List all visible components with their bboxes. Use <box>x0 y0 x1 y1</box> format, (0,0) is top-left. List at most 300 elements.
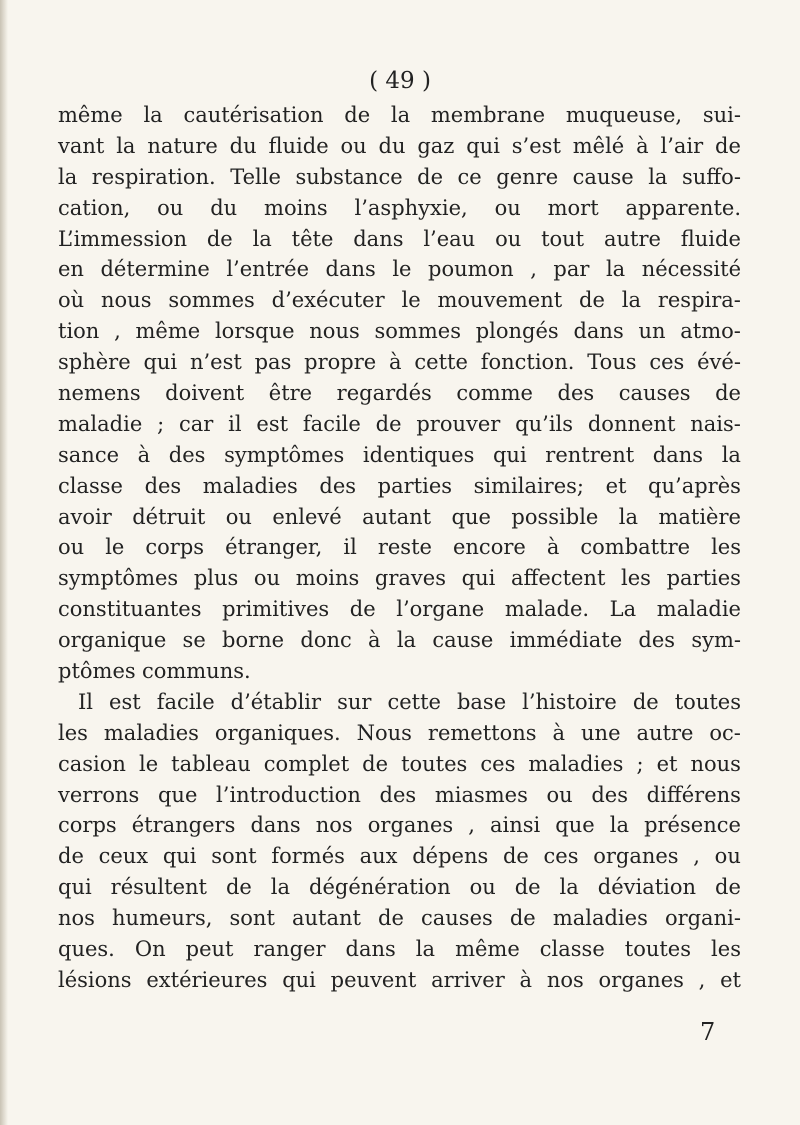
word: prouver <box>416 411 501 436</box>
word: nature <box>147 133 218 158</box>
word: la <box>609 813 630 838</box>
word: casion <box>58 751 126 776</box>
word: donc <box>300 628 352 653</box>
word: un <box>638 319 666 344</box>
word: ou <box>494 195 521 220</box>
word: d’exécuter <box>271 288 385 313</box>
word: détermine <box>100 257 210 282</box>
word: est <box>109 689 141 714</box>
word: la <box>390 103 411 127</box>
word: causes <box>420 906 493 931</box>
word: l’organe <box>396 597 485 622</box>
word: maladies <box>202 473 298 498</box>
word: détruit <box>132 504 206 529</box>
word: de <box>206 226 233 251</box>
word: que <box>555 813 595 838</box>
word: toutes <box>674 689 741 714</box>
text-line <box>58 780 741 811</box>
word: les <box>621 566 651 591</box>
word: Tous <box>587 350 637 375</box>
word: extérieures <box>146 967 268 992</box>
word: résultent <box>110 875 207 900</box>
word: tête <box>291 226 334 251</box>
text-line <box>58 687 741 718</box>
word: et <box>605 473 627 498</box>
word: de <box>715 381 741 406</box>
word: nécessité <box>641 257 741 282</box>
text-line <box>58 594 741 625</box>
word: différens <box>646 782 741 807</box>
word: similaires; <box>473 473 585 498</box>
word: n’est <box>189 350 242 375</box>
word: pas <box>254 350 292 375</box>
word: dans <box>250 813 301 838</box>
word: nous <box>690 751 741 776</box>
word: qui <box>492 442 527 467</box>
word: de <box>58 844 84 869</box>
word: de <box>344 103 371 127</box>
word: maladies <box>528 751 624 776</box>
word: lésions <box>58 967 132 992</box>
word: qu’ils <box>515 411 574 436</box>
word: où <box>58 288 85 313</box>
word: formés <box>271 844 345 869</box>
word: à <box>389 350 402 375</box>
word: vant <box>58 133 105 158</box>
word: muqueuse, <box>565 103 683 127</box>
word: nais- <box>690 411 741 436</box>
word: corps <box>58 813 117 838</box>
word: parties <box>377 473 453 498</box>
word: de <box>417 164 444 189</box>
word: à <box>546 535 560 560</box>
word: organes <box>367 813 454 838</box>
word: mêlé <box>572 133 625 158</box>
word: à <box>519 967 533 992</box>
word: , <box>530 257 537 282</box>
word: la <box>116 133 136 158</box>
word: dans <box>652 442 704 467</box>
word: parties <box>666 566 741 591</box>
word: car <box>179 411 214 436</box>
word: symptômes <box>58 566 179 591</box>
text-line <box>58 841 741 872</box>
word: donnent <box>587 411 676 436</box>
word: dans <box>573 319 624 344</box>
word: substance <box>295 164 403 189</box>
word: complet <box>263 751 350 776</box>
text-line <box>58 316 741 347</box>
word: ou <box>253 566 281 591</box>
word: à <box>636 133 649 158</box>
word: les <box>58 720 88 745</box>
word: Telle <box>230 164 281 189</box>
word: évé- <box>697 350 741 375</box>
word: la <box>648 164 668 189</box>
word: être <box>268 381 313 406</box>
word: Il <box>78 689 94 714</box>
word: une <box>581 720 621 745</box>
word: oc- <box>709 720 741 745</box>
word: à <box>137 442 151 467</box>
word: la <box>252 226 272 251</box>
word: ou <box>495 226 522 251</box>
word: primitives <box>222 597 330 622</box>
word: de <box>509 906 536 931</box>
word: comme <box>456 381 533 406</box>
text-line <box>58 718 741 749</box>
word: causes <box>618 381 691 406</box>
word: ces <box>649 350 685 375</box>
word: doivent <box>165 381 245 406</box>
word: mouvement <box>437 288 563 313</box>
word: organi- <box>664 906 741 931</box>
word: ou <box>714 844 741 869</box>
word: identiques <box>362 442 475 467</box>
word: ranger <box>253 937 326 962</box>
word: ; <box>636 751 644 776</box>
word: la <box>58 164 78 189</box>
word: ou <box>225 504 252 529</box>
word: gaz <box>417 133 455 158</box>
word: peuvent <box>330 967 417 992</box>
text-line <box>58 810 741 841</box>
word: L’immession <box>58 226 187 251</box>
word: des <box>591 782 629 807</box>
word: matière <box>658 504 741 529</box>
word: qui <box>282 967 316 992</box>
word: ces <box>543 844 579 869</box>
word: symptômes <box>224 442 345 467</box>
word: , <box>698 967 706 992</box>
word: sommes <box>374 319 461 344</box>
word: l’introduction <box>216 782 361 807</box>
word: de <box>514 875 541 900</box>
word: facile <box>302 411 361 436</box>
word: rentrent <box>545 442 635 467</box>
word: les <box>711 535 741 560</box>
word: , <box>468 813 475 838</box>
word: la <box>559 875 579 900</box>
word: On <box>134 937 166 962</box>
word: dépens <box>412 844 489 869</box>
word: reste <box>377 535 432 560</box>
word: le <box>138 751 159 776</box>
word: ou <box>340 133 367 158</box>
word: autre <box>636 720 694 745</box>
word: ceux <box>98 844 149 869</box>
word: autant <box>291 906 361 931</box>
word: le <box>105 535 125 560</box>
word: maladie <box>656 597 741 622</box>
text-line <box>58 100 741 131</box>
word: sui- <box>702 103 741 127</box>
text-line <box>58 656 741 687</box>
word: ; <box>157 411 165 436</box>
word: la <box>415 937 436 962</box>
word: avoir <box>58 504 112 529</box>
word: l’entrée <box>226 257 310 282</box>
word: plus <box>193 566 239 591</box>
text-line <box>58 347 741 378</box>
word: autre <box>603 226 661 251</box>
word: classe <box>539 937 605 962</box>
word: plongés <box>475 319 559 344</box>
word: il <box>228 411 242 436</box>
word: il <box>343 535 357 560</box>
word: organiques. <box>214 720 341 745</box>
word: organes <box>598 967 684 992</box>
word: se <box>182 628 206 653</box>
word: enlevé <box>272 504 342 529</box>
word: organique <box>58 628 167 653</box>
word: maladies <box>103 720 199 745</box>
word: nos <box>58 906 95 931</box>
word: ques. <box>58 937 115 962</box>
word: l’asphyxie, <box>354 195 468 220</box>
word: présence <box>644 813 741 838</box>
text-line <box>58 193 741 224</box>
word: et <box>656 751 678 776</box>
word: la <box>605 257 626 282</box>
word: immédiate <box>509 628 623 653</box>
text-line <box>58 749 741 780</box>
text-line <box>58 502 741 533</box>
word: atmo- <box>680 319 741 344</box>
word: nos <box>546 967 584 992</box>
word: moins <box>264 195 328 220</box>
word: ce <box>457 164 482 189</box>
word: des <box>557 381 595 406</box>
word: la <box>621 288 641 313</box>
word: tion <box>58 319 100 344</box>
word: ou <box>469 875 496 900</box>
text-line <box>58 162 741 193</box>
word: tableau <box>171 751 251 776</box>
word: fluide <box>268 133 329 158</box>
word: verrons <box>58 782 140 807</box>
word: des <box>168 442 206 467</box>
word: qui <box>461 566 496 591</box>
word: sont <box>211 844 257 869</box>
text-line <box>58 903 741 934</box>
word: la <box>618 504 639 529</box>
word: ces <box>480 751 516 776</box>
word: d’établir <box>230 689 322 714</box>
word: à <box>552 720 566 745</box>
word: encore <box>452 535 526 560</box>
word: et <box>720 967 741 992</box>
word: aux <box>359 844 398 869</box>
word: respira- <box>657 288 741 313</box>
word: graves <box>374 566 446 591</box>
word: La <box>609 597 637 622</box>
word: classe <box>58 473 123 498</box>
word: affectent <box>510 566 606 591</box>
word: le <box>401 288 421 313</box>
word: tout <box>541 226 585 251</box>
word: l’air <box>660 133 704 158</box>
word: dans <box>345 937 396 962</box>
word: autant <box>362 504 432 529</box>
word: cause <box>432 628 494 653</box>
word: même <box>58 103 123 127</box>
word: nemens <box>58 381 141 406</box>
page-number: ( 49 ) <box>369 68 431 94</box>
word: les <box>711 937 741 962</box>
text-line <box>58 471 741 502</box>
word: des <box>379 782 417 807</box>
word: sym- <box>691 628 741 653</box>
word: déviation <box>597 875 697 900</box>
word: qui <box>162 844 197 869</box>
word: Nous <box>356 720 412 745</box>
word: du <box>229 133 257 158</box>
word: possible <box>511 504 599 529</box>
word: dans <box>353 226 404 251</box>
word: en <box>58 257 84 282</box>
word: qui <box>58 875 92 900</box>
word: corps <box>145 535 205 560</box>
word: genre <box>496 164 559 189</box>
text-line <box>58 965 741 996</box>
text-line <box>58 131 741 162</box>
page-edge-shadow <box>0 0 8 1125</box>
word: de <box>349 597 376 622</box>
word: même <box>455 937 520 962</box>
word: nous <box>101 288 152 313</box>
word: sommes <box>168 288 255 313</box>
word: l’eau <box>423 226 476 251</box>
word: fonction. <box>480 350 575 375</box>
text-line <box>58 224 741 255</box>
word: combattre <box>580 535 691 560</box>
signature-mark: 7 <box>700 1018 716 1046</box>
text-line <box>58 934 741 965</box>
word: qui <box>466 133 500 158</box>
word: des <box>319 473 357 498</box>
word: maladies <box>552 906 648 931</box>
text-line <box>58 378 741 409</box>
word: que <box>451 504 491 529</box>
word: cette <box>414 350 468 375</box>
word: moins <box>295 566 360 591</box>
word: de <box>502 844 529 869</box>
word: ou <box>546 782 573 807</box>
word: maladie <box>58 411 143 436</box>
word: la <box>143 103 163 127</box>
word: est <box>256 411 289 436</box>
word: peut <box>185 937 234 962</box>
word: organes <box>593 844 679 869</box>
word: de <box>579 288 605 313</box>
word: des <box>144 473 182 498</box>
word: qui <box>143 350 178 375</box>
word: de <box>715 875 741 900</box>
word: sont <box>229 906 275 931</box>
word: étranger, <box>225 535 323 560</box>
word: cautérisation <box>183 103 324 127</box>
word: s’est <box>511 133 561 158</box>
word: dégénération <box>309 875 451 900</box>
word: l’histoire <box>522 689 617 714</box>
text-line <box>58 440 741 471</box>
word: poumon <box>428 257 514 282</box>
word: base <box>456 689 507 714</box>
text-line <box>58 532 741 563</box>
word: lorsque <box>214 319 295 344</box>
word: du <box>378 133 406 158</box>
word: respiration. <box>91 164 216 189</box>
word: par <box>553 257 590 282</box>
word: borne <box>222 628 285 653</box>
word: de <box>375 411 402 436</box>
word: arriver <box>431 967 505 992</box>
text-line <box>58 285 741 316</box>
word: cette <box>387 689 441 714</box>
word: la <box>396 628 417 653</box>
text-line <box>58 625 741 656</box>
word: humeurs, <box>112 906 213 931</box>
word: mort <box>547 195 599 220</box>
text-line <box>58 872 741 903</box>
word: remettons <box>427 720 537 745</box>
word: malade. <box>504 597 590 622</box>
word: le <box>392 257 412 282</box>
word: ou <box>58 535 85 560</box>
word: sance <box>58 442 120 467</box>
word: propre <box>304 350 377 375</box>
word: étrangers <box>131 813 236 838</box>
word: , <box>693 844 700 869</box>
word: , <box>114 319 121 344</box>
word: ainsi <box>489 813 541 838</box>
word: fluide <box>680 226 741 251</box>
text-line <box>58 563 741 594</box>
word: nous <box>309 319 360 344</box>
word: miasmes <box>434 782 528 807</box>
word: qu’après <box>648 473 741 498</box>
word: que <box>157 782 198 807</box>
word: toutes <box>401 751 468 776</box>
word: des <box>638 628 676 653</box>
word: la <box>270 875 291 900</box>
word: de <box>715 133 741 158</box>
text-line <box>58 409 741 440</box>
text-line <box>58 254 741 285</box>
word: sphère <box>58 350 131 375</box>
word: suffo- <box>681 164 741 189</box>
word: apparente. <box>625 195 741 220</box>
word: de <box>378 906 404 931</box>
word: du <box>210 195 238 220</box>
word: communs. <box>141 659 251 684</box>
word: de <box>632 689 659 714</box>
word: dans <box>325 257 376 282</box>
word: la <box>721 442 741 467</box>
body-text <box>58 100 741 996</box>
word: toutes <box>624 937 692 962</box>
word: nos <box>315 813 353 838</box>
word: facile <box>156 689 215 714</box>
word: même <box>135 319 201 344</box>
word: cause <box>572 164 634 189</box>
word: cation, <box>58 195 131 220</box>
word: à <box>368 628 381 653</box>
word: constituantes <box>58 597 202 622</box>
word: ou <box>157 195 184 220</box>
word: membrane <box>430 103 546 127</box>
